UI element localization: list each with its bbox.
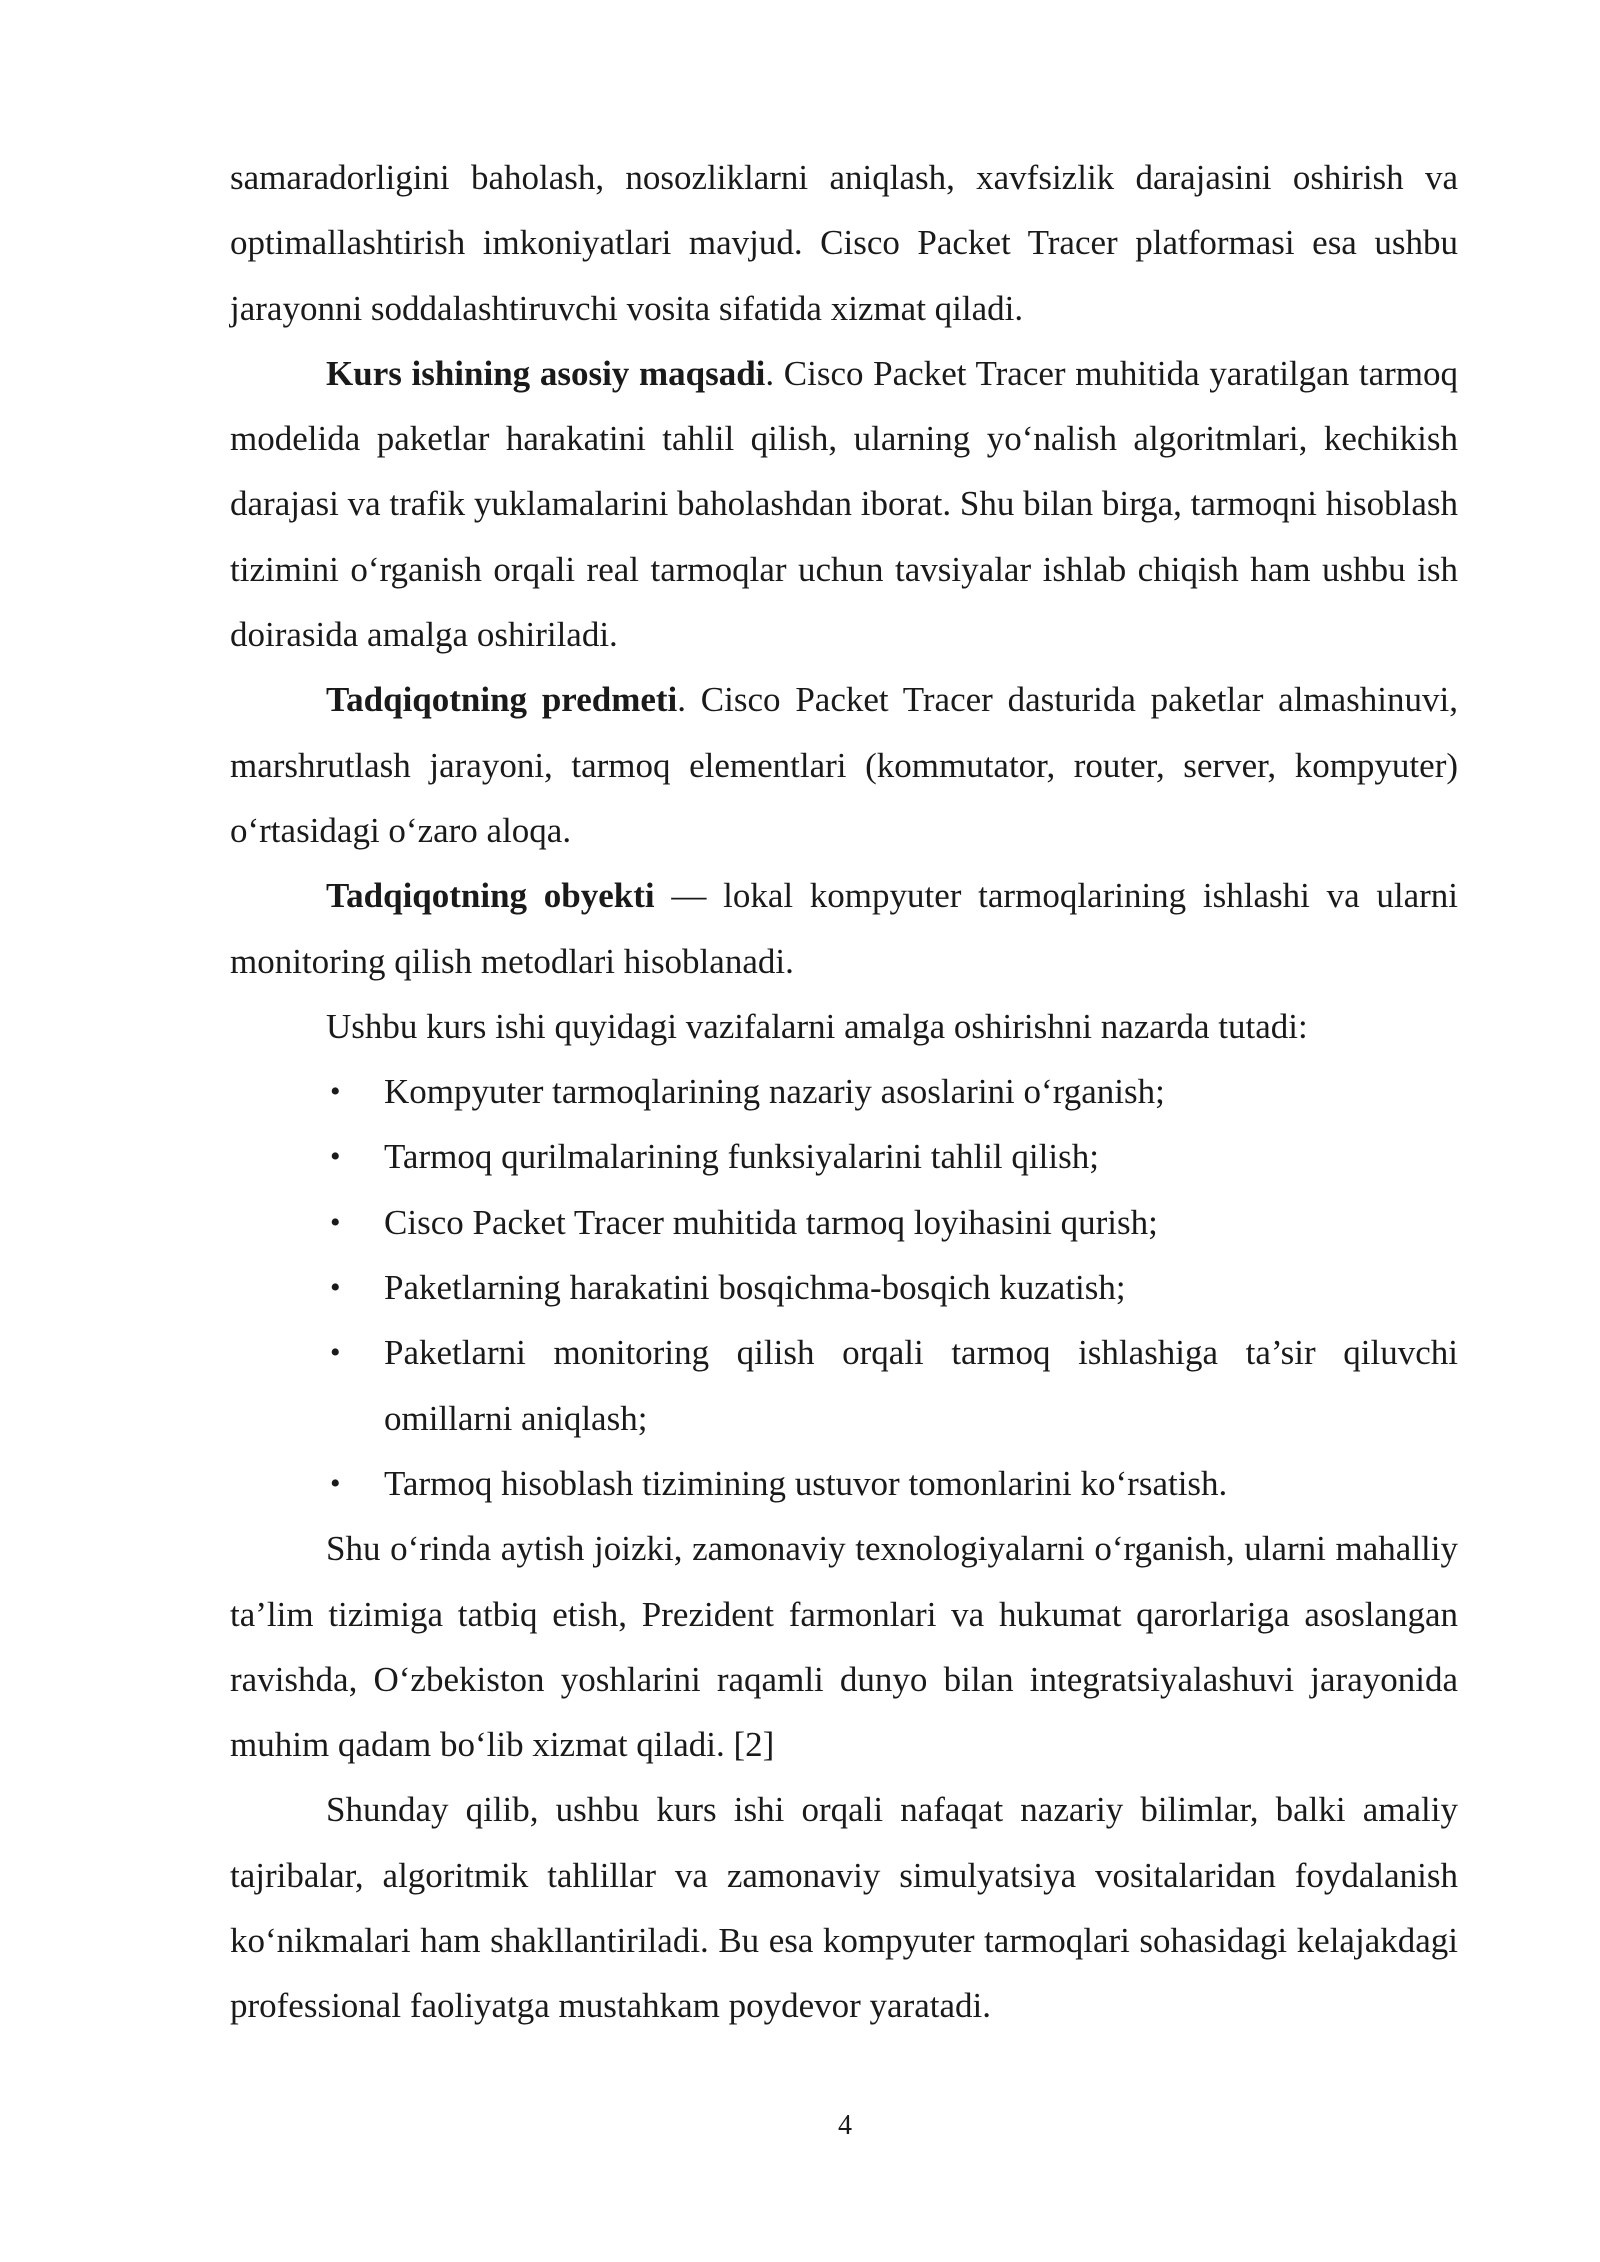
tasks-list — [230, 1059, 1458, 1516]
bullet-icon: • — [330, 1336, 341, 1370]
list-item — [230, 1451, 1458, 1516]
bullet-icon: • — [330, 1075, 341, 1109]
list-item-text: Paketlarni monitoring qilish orqali tarmoq ishlashiga ta’sir qiluvchi omillarni aniqlash; — [384, 1333, 1458, 1438]
paragraph-tasks-intro: Ushbu kurs ishi quyidagi vazifalarni amalga oshirishni nazarda tutadi: — [326, 1006, 1308, 1046]
list-item-text: Tarmoq qurilmalarining funksiyalarini tahlil qilish; — [384, 1137, 1099, 1177]
object-heading: Tadqiqotning obyekti — [326, 876, 655, 916]
bullet-icon: • — [330, 1466, 341, 1500]
subject-heading: Tadqiqotning predmeti — [326, 680, 678, 720]
list-item — [230, 1059, 1458, 1124]
paragraph-continuation: samaradorligini baholash, nosozliklarni aniqlash, xavfsizlik darajasini oshirish va optimallashtirish imkoniyatlari mavjud. Cisco Packet Tracer platformasi esa ushbu jarayonni soddalashtiruvchi vosita sifatida xizmat qiladi. — [230, 158, 1458, 328]
list-item-text: Paketlarning harakatini bosqichma-bosqich kuzatish; — [384, 1268, 1126, 1308]
paragraph-subject — [230, 667, 1458, 863]
paragraph-goal — [230, 341, 1458, 667]
goal-heading: Kurs ishining asosiy maqsadi — [326, 353, 766, 393]
subject-text: . Cisco Packet Tracer dasturida paketlar almashinuvi, marshrutlash jarayoni, tarmoq elementlari (kommutator, router, server, kompyuter) o‘rtasidagi o‘zaro aloqa. — [230, 680, 1458, 850]
document-body — [230, 145, 1458, 2039]
list-item-text: Tarmoq hisoblash tizimining ustuvor tomonlarini ko‘rsatish. — [384, 1463, 1228, 1503]
page-number: 4 — [838, 2110, 852, 2141]
bullet-icon: • — [330, 1140, 341, 1174]
list-item — [230, 1124, 1458, 1189]
paragraph-conclusion: Shunday qilib, ushbu kurs ishi orqali nafaqat nazariy bilimlar, balki amaliy tajribalar, algoritmik tahlillar va zamonaviy simulyatsiya vositalaridan foydalanish ko‘nikmalari ham shakllantiriladi. Bu esa kompyuter tarmoqlari sohasidagi kelajakdagi professional faoliyatga mustahkam poydevor yaratadi. — [230, 1790, 1458, 2026]
bullet-icon: • — [330, 1205, 341, 1239]
list-item — [230, 1320, 1458, 1451]
bullet-icon: • — [330, 1271, 341, 1305]
list-item — [230, 1255, 1458, 1320]
list-item-text: Cisco Packet Tracer muhitida tarmoq loyihasini qurish; — [384, 1202, 1158, 1242]
paragraph-significance: Shu o‘rinda aytish joizki, zamonaviy texnologiyalarni o‘rganish, ularni mahalliy ta’lim tizimiga tatbiq etish, Prezident farmonlari va hukumat qarorlariga asoslangan ravishda, O‘zbekiston yoshlarini raqamli dunyo bilan integratsiyalashuvi jarayonida muhim qadam bo‘lib xizmat qiladi. [2] — [230, 1529, 1458, 1765]
goal-text: . Cisco Packet Tracer muhitida yaratilgan tarmoq modelida paketlar harakatini tahlil qilish, ularning yo‘nalish algoritmlari, kechikish darajasi va trafik yuklamalarini baholashdan iborat. Shu bilan birga, tarmoqni hisoblash tizimini o‘rganish orqali real tarmoqlar uchun tavsiyalar ishlab chiqish ham ushbu ish doirasida amalga oshiriladi. — [230, 353, 1458, 655]
list-item-text: Kompyuter tarmoqlarining nazariy asoslarini o‘rganish; — [384, 1072, 1165, 1112]
list-item — [230, 1190, 1458, 1255]
object-text: — lokal kompyuter tarmoqlarining ishlashi va ularni monitoring qilish metodlari hisoblanadi. — [230, 876, 1458, 981]
paragraph-object — [230, 863, 1458, 994]
